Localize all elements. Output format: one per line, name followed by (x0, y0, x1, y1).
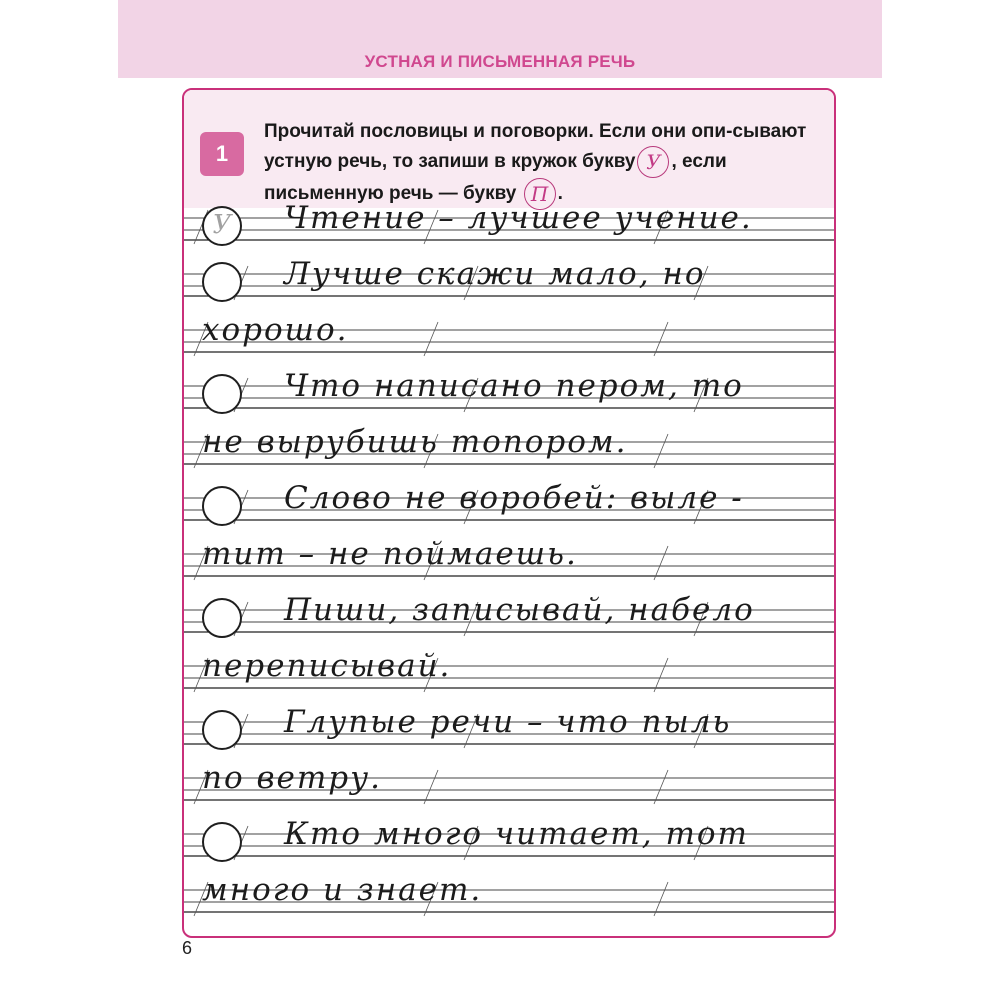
proverb-text-line: не вырубишь топором. (202, 424, 628, 460)
proverb-text-line: Глупые речи – что пыль (284, 704, 732, 740)
task-number-badge: 1 (200, 132, 244, 176)
oral-letter-sample: У (637, 146, 669, 178)
answer-circle[interactable] (202, 486, 242, 526)
answer-circle[interactable] (202, 710, 242, 750)
answer-circle[interactable] (202, 822, 242, 862)
slant-guide-line (654, 434, 668, 468)
written-letter-sample: П (524, 178, 556, 210)
answer-circle[interactable] (202, 374, 242, 414)
proverb-text-line: Пиши, записывай, набело (284, 592, 755, 628)
slant-guide-line (654, 882, 668, 916)
instruction-text-3: . (557, 183, 563, 205)
answer-circle[interactable] (202, 262, 242, 302)
slant-guide-line (424, 770, 438, 804)
instruction-text-2: , если письменную речь — букву (264, 151, 727, 205)
proverb-text-line: Слово не воробей: выле - (284, 480, 744, 516)
slant-guide-line (654, 770, 668, 804)
proverb-text-line: хорошо. (202, 312, 349, 348)
answer-letter: У (212, 210, 232, 240)
proverb-text-line: много и знает. (202, 872, 483, 908)
proverb-text-line: Кто много читает, тот (284, 816, 749, 852)
slant-guide-line (424, 322, 438, 356)
proverb-text-line: Что написано пером, то (284, 368, 744, 404)
instruction-text-1: Прочитай пословицы и поговорки. Если они опи-сывают устную речь, то запиши в кружок букву (264, 121, 807, 173)
section-title: УСТНАЯ И ПИСЬМЕННАЯ РЕЧЬ (364, 52, 636, 71)
proverb-text-line: Чтение – лучшее учение. (284, 200, 753, 236)
proverb-text-line: тит – не поймаешь. (202, 536, 578, 572)
section-header (118, 0, 882, 78)
answer-circle[interactable] (202, 206, 242, 246)
answer-circle[interactable] (202, 598, 242, 638)
slant-guide-line (654, 322, 668, 356)
slant-guide-line (654, 546, 668, 580)
proverb-text-line: по ветру. (202, 760, 382, 796)
proverb-text-line: Лучше скажи мало, но (284, 256, 706, 292)
page-number: 6 (182, 938, 193, 958)
exercise-frame (182, 88, 836, 938)
proverb-text-line: переписывай. (202, 648, 452, 684)
slant-guide-line (654, 658, 668, 692)
